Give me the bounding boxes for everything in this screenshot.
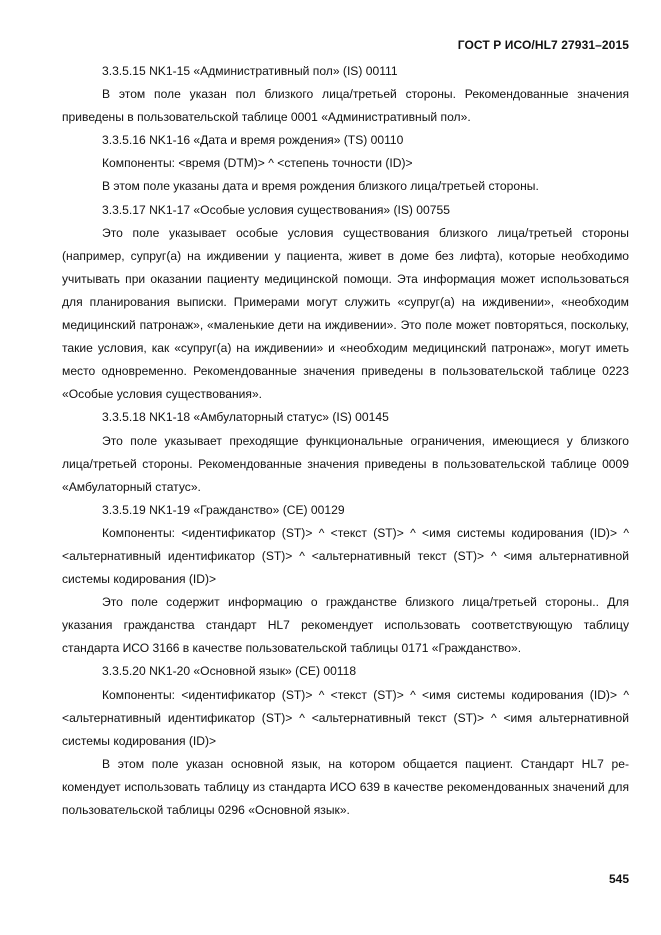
document-body [62,60,629,822]
components-line: Компоненты: <время (DTM)> ^ <степень точности (ID)> [102,156,413,171]
document-header: ГОСТ Р ИСО/HL7 27931–2015 [457,38,629,52]
paragraph: В этом поле указан основной язык, на котором общается пациент. Стандарт HL7 рекомендует использовать таблицу из стандарта ИСО 639 в качестве рекомендованных значений для пользовательской таблицы 0296 «Основной язык». [62,756,629,817]
section-heading-3-3-5-17: 3.3.5.17 NK1-17 «Особые условия существования» (IS) 00755 [102,202,450,217]
section-heading-3-3-5-18: 3.3.5.18 NK1-18 «Амбулаторный статус» (IS) 00145 [102,410,389,425]
paragraph: Это поле указывает особые условия существования близкого лица/третьей стороны (например, супруг(а) на иждивении у пациента, живет в доме без лифта), которые необходимо учитывать при оказании пациенту медицинской помощи. Эта информация может использоваться для планирования выписки. Примерами могут служить «супруг(а) на иждивении», «необходим медицинский патронаж», «маленькие дети на иждивении». Это поле может повторяться, поскольку, такие условия, как «супруг(а) на иждивении» и «необходим медицинский патронаж», могут иметь место одновременно. Рекомендованные значения приведены в пользовательской таблице 0223 «Особые условия существования». [62,225,629,402]
section-heading-3-3-5-20: 3.3.5.20 NK1-20 «Основной язык» (CE) 00118 [102,664,357,679]
paragraph: В этом поле указаны дата и время рождения близкого лица/третьей стороны. [102,179,539,194]
paragraph: В этом поле указан пол близкого лица/третьей стороны. Рекомендованные значения приведены в пользовательской таблице 0001 «Административный пол». [62,87,629,125]
components-line: Компоненты: <идентификатор (ST)> ^ <текст (ST)> ^ <имя системы кодирования (ID)> ^ <альтернативный идентификатор (ST)> ^ <альтернативный текст (ST)> ^ <имя альтернативной системы кодирования (ID)> [62,525,629,587]
components-line: Компоненты: <идентификатор (ST)> ^ <текст (ST)> ^ <имя системы кодирования (ID)> ^ <альтернативный идентификатор (ST)> ^ <альтернативный текст (ST)> ^ <имя альтернативной системы кодирования (ID)> [62,687,629,748]
section-heading-3-3-5-19: 3.3.5.19 NK1-19 «Гражданство» (CE) 00129 [102,502,345,517]
paragraph: Это поле содержит информацию о гражданстве близкого лица/третьей стороны.. Для указания гражданства стандарт HL7 рекомендует использовать соответствующую таблицу стандарта ИСО 3166 в качестве пользовательской таблицы 0171 «Гражданство». [62,595,629,656]
section-heading-3-3-5-16: 3.3.5.16 NK1-16 «Дата и время рождения» (TS) 00110 [102,133,404,148]
page-number: 545 [608,872,629,886]
section-heading-3-3-5-15: 3.3.5.15 NK1-15 «Административный пол» (IS) 00111 [102,64,398,78]
paragraph: Это поле указывает преходящие функциональные ограничения, имеющиеся у близкого лица/третьей стороны. Рекомендованные значения приведены в пользовательской таблице 0009 «Амбулаторный статус». [62,433,629,494]
